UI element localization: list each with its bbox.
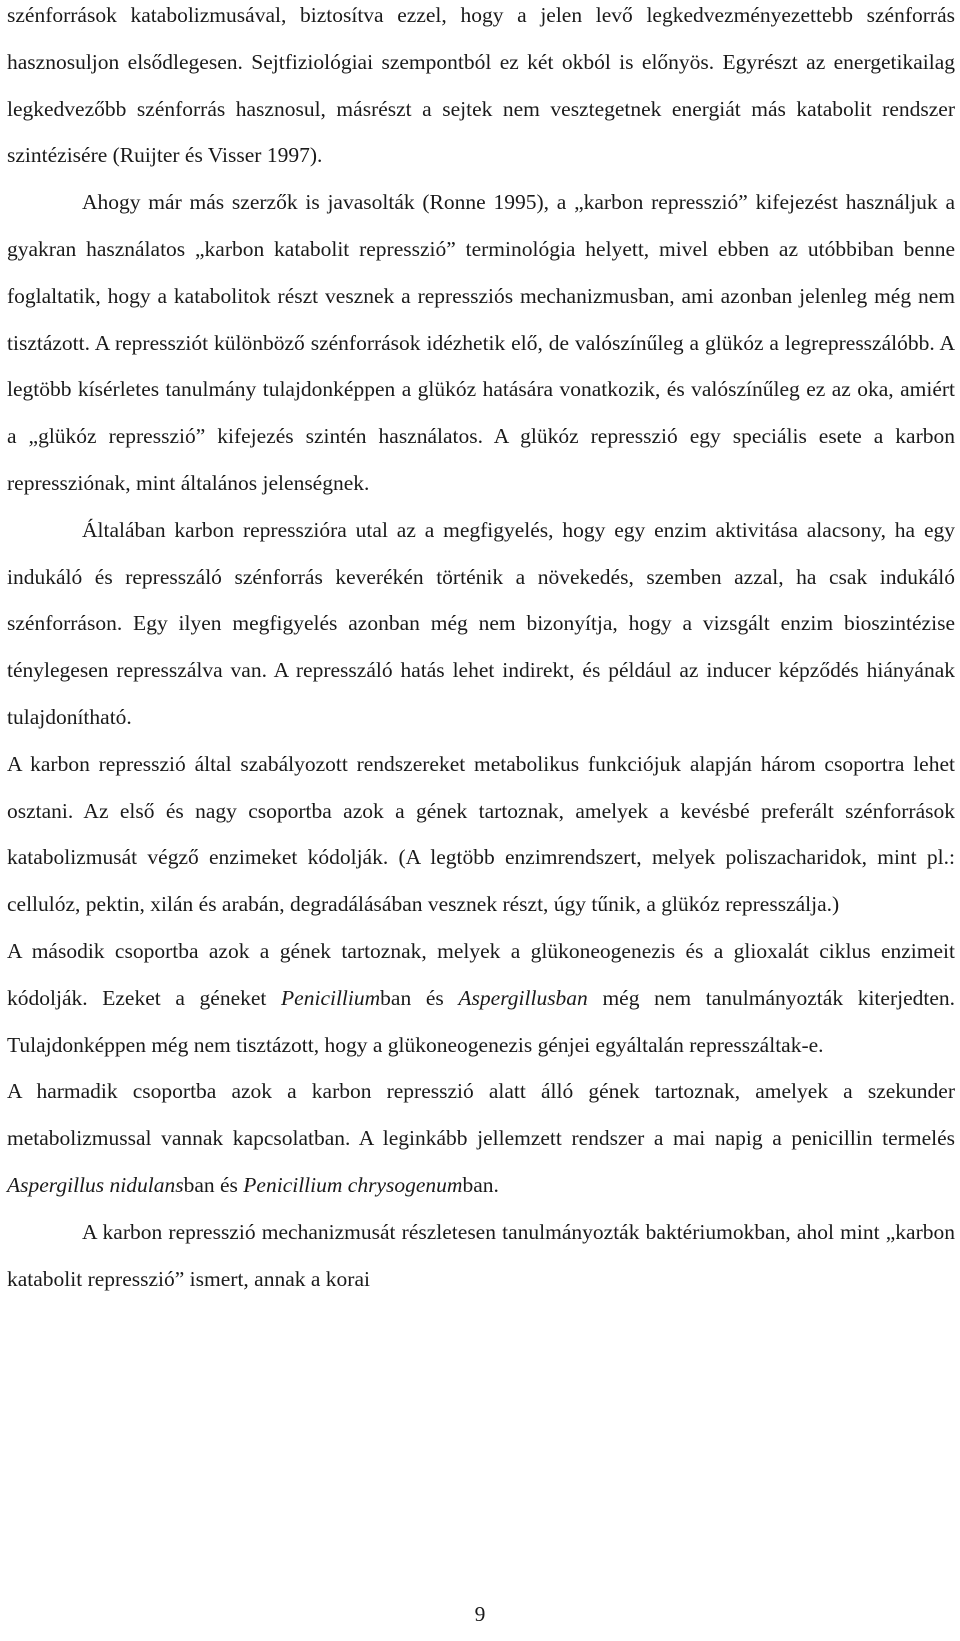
paragraph-7: A karbon represszió mechanizmusát részletesen tanulmányozták baktériumokban, ahol mint „karbon katabolit represszió” ismert, annak a korai	[7, 1219, 955, 1291]
paragraph-2: Ahogy már más szerzők is javasolták (Ronne 1995), a „karbon represszió” kifejezést használjuk a gyakran használatos „karbon katabolit represszió” terminológia helyett, mivel ebben az utóbbiban benne foglaltatik, hogy a katabolitok részt vesznek a repressziós mechanizmusban, ami azonban jelenleg még nem tisztázott. A repressziót különböző szénforrások idézhetik elő, de valószínűleg a glükóz a legrepresszálóbb. A legtöbb kísérletes tanulmány tulajdonképpen a glükóz hatására vonatkozik, és valószínűleg ez az oka, amiért a „glükóz represszió” kifejezés szintén használatos. A glükóz represszió egy speciális esete a karbon repressziónak, mint általános jelenségnek.	[7, 190, 955, 495]
paragraph-3: Általában karbon represszióra utal az a megfigyelés, hogy egy enzim aktivitása alacsony, ha egy indukáló és represszáló szénforrás keverékén történik a növekedés, szemben azzal, ha csak indukáló szénforráson. Egy ilyen megfigyelés azonban még nem bizonyítja, hogy a vizsgált enzim bioszintézise ténylegesen represszálva van. A represszáló hatás lehet indirekt, és például az inducer képződés hiányának tulajdonítható.	[7, 517, 955, 729]
paragraph-6-text-b: ban és	[183, 1172, 244, 1197]
page-number: 9	[474, 1602, 486, 1626]
paragraph-5-italic-2: Aspergillusban	[458, 985, 588, 1010]
document-page	[7, 0, 955, 1302]
paragraph-6	[7, 1068, 955, 1208]
paragraph-6-italic-1: Aspergillus nidulans	[7, 1172, 184, 1197]
paragraph-6-text-c: ban.	[462, 1172, 499, 1197]
paragraph-5-text-a: A második csoportba azok a gének tartoznak, melyek a glükoneogenezis és a glioxalát ciklus enzimeit kódolják. Ezeket a géneket	[7, 938, 955, 1010]
paragraph-4: A karbon represszió által szabályozott rendszereket metabolikus funkciójuk alapján három csoportra lehet osztani. Az első és nagy csoportba azok a gének tartoznak, amelyek a kevésbé preferált szénforrások katabolizmusát végző enzimeket kódolják. (A legtöbb enzimrendszert, melyek poliszacharidok, mint pl.: cellulóz, pektin, xilán és arabán, degradálásában vesznek részt, úgy tűnik, a glükóz represszálja.)	[7, 751, 955, 917]
paragraph-5-text-b: ban és	[380, 985, 459, 1010]
paragraph-6-italic-2: Penicillium chrysogenum	[243, 1172, 463, 1197]
paragraph-6-text-a: A harmadik csoportba azok a karbon represszió alatt álló gének tartoznak, amelyek a szekunder metabolizmussal vannak kapcsolatban. A leginkább jellemzett rendszer a mai napig a penicillin termelés	[7, 1079, 955, 1151]
paragraph-5-italic-1: Penicillium	[281, 985, 381, 1010]
paragraph-1: szénforrások katabolizmusával, biztosítva ezzel, hogy a jelen levő legkedvezményezettebb szénforrás hasznosuljon elsődlegesen. Sejtfiziológiai szempontból ez két okból is előnyös. Egyrészt az energetikailag legkedvezőbb szénforrás hasznosul, másrészt a sejtek nem vesztegetnek energiát más katabolit rendszer szintézisére (Ruijter és Visser 1997).	[7, 3, 955, 168]
paragraph-5	[7, 928, 955, 1068]
paragraph-5-text-c: még nem tanulmányozták kiterjedten. Tulajdonképpen még nem tisztázott, hogy a glükoneogenezis génjei egyáltalán represszáltak-e.	[7, 985, 956, 1057]
